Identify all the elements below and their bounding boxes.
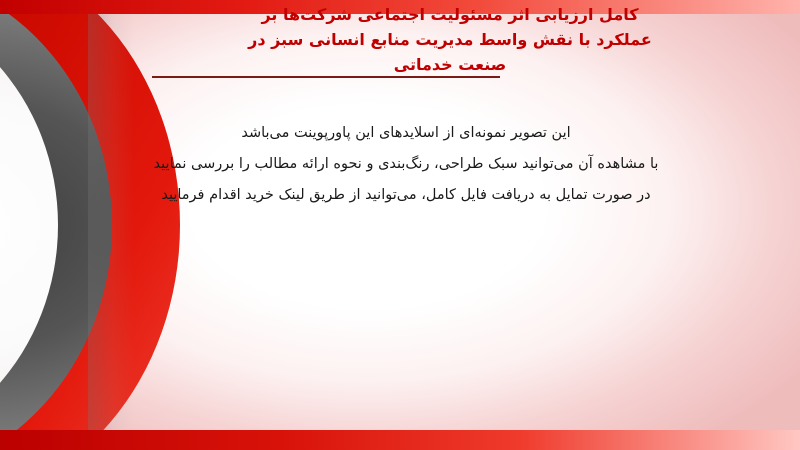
body-line-1: این تصویر نمونه‌ای از اسلایدهای این پاورپوینت می‌باشد: [241, 125, 571, 141]
slide-title: [150, 2, 750, 77]
title-line-1: کامل ارزیابی اثر مسئولیت اجتماعی شرکت‌ها بر: [261, 5, 639, 24]
slide-body-text: [36, 118, 776, 211]
body-line-2: با مشاهده آن می‌توانید سبک طراحی، رنگ‌بندی و نحوه ارائه مطالب را بررسی نمایید: [153, 156, 659, 172]
title-underline-rule: [152, 76, 500, 78]
body-line-3: در صورت تمایل به دریافت فایل کامل، می‌توانید از طریق لینک خرید اقدام فرمایید: [161, 187, 651, 203]
title-line-3: صنعت خدماتی: [393, 55, 507, 74]
bottom-red-band: [0, 430, 800, 450]
title-line-2: عملکرد با نقش واسط مدیریت منابع انسانی سبز در: [248, 30, 652, 49]
